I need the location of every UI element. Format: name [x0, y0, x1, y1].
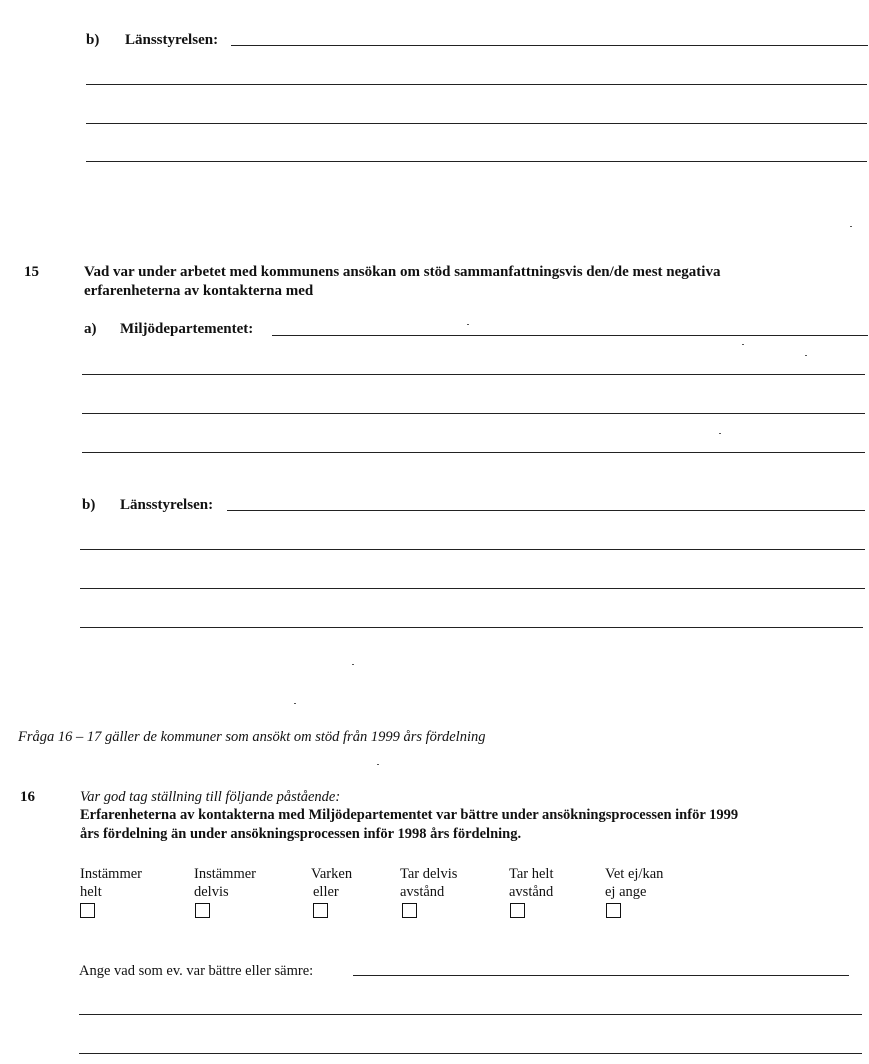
option-label-line1: Instämmer: [194, 866, 257, 882]
q15a-label: Miljödepartementet:: [120, 321, 254, 337]
option-label-line1: Tar helt: [509, 866, 554, 882]
q14b-answer-line-1[interactable]: [231, 45, 868, 46]
option-checkbox[interactable]: [195, 903, 210, 918]
q15b-answer-line-1[interactable]: [227, 510, 865, 511]
option-label-line2: avstånd: [509, 884, 554, 900]
scan-speck: [719, 433, 721, 434]
q16-intro: Var god tag ställning till följande påstående:: [80, 789, 341, 805]
option-label-line1: Vet ej/kan: [605, 866, 664, 882]
option-checkbox[interactable]: [402, 903, 417, 918]
option-checkbox[interactable]: [510, 903, 525, 918]
q15-question-line2: erfarenheterna av kontakterna med: [84, 283, 314, 299]
q15b-answer-line-3[interactable]: [80, 588, 865, 589]
q16-statement-line1: Erfarenheterna av kontakterna med Miljödepartementet var bättre under ansökningsprocessen inför 1999: [80, 807, 739, 823]
q15a-answer-line-2[interactable]: [82, 374, 865, 375]
option-checkbox[interactable]: [80, 903, 95, 918]
option-label-line2: ej ange: [605, 884, 647, 900]
option-label-line2: delvis: [194, 884, 229, 900]
q16-answer-line-2[interactable]: [79, 1014, 862, 1015]
scan-speck: [850, 226, 852, 227]
q14b-letter: b): [86, 32, 100, 48]
option-label-line2: helt: [80, 884, 102, 900]
q16-answer-line-1[interactable]: [353, 975, 849, 976]
scan-speck: [742, 344, 744, 345]
option-label-line1: Varken: [311, 866, 353, 882]
option-label-line1: Tar delvis: [400, 866, 458, 882]
section-note: Fråga 16 – 17 gäller de kommuner som ansökt om stöd från 1999 års fördelning: [18, 729, 486, 745]
q16-answer-line-3[interactable]: [79, 1053, 862, 1054]
q16-statement-line2: års fördelning än under ansökningsprocessen inför 1998 års fördelning.: [80, 826, 522, 842]
scan-speck: [294, 703, 296, 704]
q14b-answer-line-3[interactable]: [86, 123, 867, 124]
q15a-answer-line-4[interactable]: [82, 452, 865, 453]
q15b-answer-line-2[interactable]: [80, 549, 865, 550]
scan-speck: [377, 764, 379, 765]
q15-question-line1: Vad var under arbetet med kommunens ansökan om stöd sammanfattningsvis den/de mest negativa: [84, 264, 721, 280]
q16-number: 16: [20, 789, 35, 805]
option-checkbox[interactable]: [313, 903, 328, 918]
option-label-line2: avstånd: [400, 884, 445, 900]
q15b-answer-line-4[interactable]: [80, 627, 863, 628]
scan-speck: [805, 355, 807, 356]
q14b-answer-line-2[interactable]: [86, 84, 867, 85]
q15b-letter: b): [82, 497, 96, 513]
q15a-answer-line-3[interactable]: [82, 413, 865, 414]
q15a-answer-line-1[interactable]: [272, 335, 868, 336]
q14b-label: Länsstyrelsen:: [125, 32, 219, 48]
option-label-line1: Instämmer: [80, 866, 143, 882]
q14b-answer-line-4[interactable]: [86, 161, 867, 162]
option-label-line2: eller: [313, 884, 339, 900]
option-checkbox[interactable]: [606, 903, 621, 918]
scan-speck: [352, 664, 354, 665]
q15-number: 15: [24, 264, 39, 280]
q16-followup-label: Ange vad som ev. var bättre eller sämre:: [79, 963, 314, 979]
scan-speck: [467, 324, 469, 325]
q15a-letter: a): [84, 321, 97, 337]
q15b-label: Länsstyrelsen:: [120, 497, 214, 513]
